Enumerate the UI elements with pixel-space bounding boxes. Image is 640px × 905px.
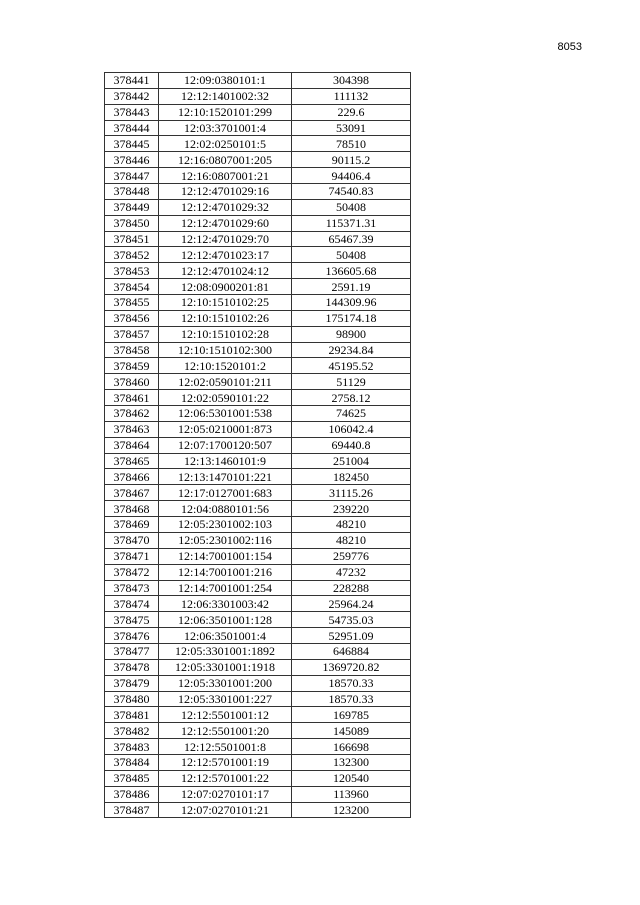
value-cell: 65467.39 xyxy=(292,231,411,247)
table-row xyxy=(105,421,411,437)
cadastral-number-cell: 12:12:5701001:22 xyxy=(159,770,292,786)
value-cell: 175174.18 xyxy=(292,310,411,326)
row-id-cell: 378448 xyxy=(105,184,159,200)
row-id-cell: 378486 xyxy=(105,786,159,802)
row-id-cell: 378476 xyxy=(105,628,159,644)
table-row xyxy=(105,279,411,295)
table-row xyxy=(105,184,411,200)
cadastral-number-cell: 12:07:0270101:17 xyxy=(159,786,292,802)
row-id-cell: 378487 xyxy=(105,802,159,818)
data-table xyxy=(104,72,411,818)
table-row xyxy=(105,453,411,469)
row-id-cell: 378450 xyxy=(105,215,159,231)
cadastral-number-cell: 12:16:0807001:21 xyxy=(159,168,292,184)
table-row xyxy=(105,786,411,802)
row-id-cell: 378473 xyxy=(105,580,159,596)
table-row xyxy=(105,295,411,311)
value-cell: 251004 xyxy=(292,453,411,469)
value-cell: 78510 xyxy=(292,136,411,152)
table-row xyxy=(105,215,411,231)
row-id-cell: 378460 xyxy=(105,374,159,390)
row-id-cell: 378480 xyxy=(105,691,159,707)
cadastral-number-cell: 12:13:1470101:221 xyxy=(159,469,292,485)
row-id-cell: 378470 xyxy=(105,532,159,548)
value-cell: 48210 xyxy=(292,532,411,548)
row-id-cell: 378443 xyxy=(105,104,159,120)
table-row xyxy=(105,73,411,89)
value-cell: 132300 xyxy=(292,754,411,770)
row-id-cell: 378441 xyxy=(105,73,159,89)
value-cell: 1369720.82 xyxy=(292,659,411,675)
value-cell: 646884 xyxy=(292,643,411,659)
row-id-cell: 378483 xyxy=(105,739,159,755)
table-row xyxy=(105,596,411,612)
value-cell: 25964.24 xyxy=(292,596,411,612)
table-row xyxy=(105,152,411,168)
table-row xyxy=(105,310,411,326)
cadastral-number-cell: 12:17:0127001:683 xyxy=(159,485,292,501)
cadastral-number-cell: 12:02:0590101:22 xyxy=(159,390,292,406)
table-row xyxy=(105,532,411,548)
table-row xyxy=(105,754,411,770)
table-row xyxy=(105,485,411,501)
value-cell: 169785 xyxy=(292,707,411,723)
row-id-cell: 378461 xyxy=(105,390,159,406)
cadastral-number-cell: 12:06:5301001:538 xyxy=(159,406,292,422)
row-id-cell: 378447 xyxy=(105,168,159,184)
table-row xyxy=(105,390,411,406)
cadastral-number-cell: 12:03:3701001:4 xyxy=(159,120,292,136)
table-row xyxy=(105,707,411,723)
table-row xyxy=(105,199,411,215)
table-row xyxy=(105,247,411,263)
table-row xyxy=(105,517,411,533)
row-id-cell: 378475 xyxy=(105,612,159,628)
value-cell: 166698 xyxy=(292,739,411,755)
row-id-cell: 378453 xyxy=(105,263,159,279)
cadastral-number-cell: 12:04:0880101:56 xyxy=(159,501,292,517)
table-row xyxy=(105,342,411,358)
row-id-cell: 378456 xyxy=(105,310,159,326)
value-cell: 98900 xyxy=(292,326,411,342)
value-cell: 18570.33 xyxy=(292,675,411,691)
cadastral-number-cell: 12:05:2301002:116 xyxy=(159,532,292,548)
cadastral-number-cell: 12:10:1510102:26 xyxy=(159,310,292,326)
row-id-cell: 378464 xyxy=(105,437,159,453)
cadastral-number-cell: 12:10:1520101:2 xyxy=(159,358,292,374)
cadastral-number-cell: 12:05:3301001:1892 xyxy=(159,643,292,659)
cadastral-number-cell: 12:12:4701029:32 xyxy=(159,199,292,215)
cadastral-number-cell: 12:12:5501001:8 xyxy=(159,739,292,755)
cadastral-number-cell: 12:06:3501001:128 xyxy=(159,612,292,628)
value-cell: 120540 xyxy=(292,770,411,786)
cadastral-number-cell: 12:05:0210001:873 xyxy=(159,421,292,437)
row-id-cell: 378481 xyxy=(105,707,159,723)
cadastral-number-cell: 12:12:5501001:20 xyxy=(159,723,292,739)
cadastral-number-cell: 12:05:3301001:1918 xyxy=(159,659,292,675)
table-row xyxy=(105,406,411,422)
row-id-cell: 378455 xyxy=(105,295,159,311)
table-row xyxy=(105,120,411,136)
table-row xyxy=(105,326,411,342)
cadastral-number-cell: 12:10:1510102:25 xyxy=(159,295,292,311)
cadastral-number-cell: 12:06:3301003:42 xyxy=(159,596,292,612)
row-id-cell: 378442 xyxy=(105,88,159,104)
value-cell: 69440.8 xyxy=(292,437,411,453)
row-id-cell: 378474 xyxy=(105,596,159,612)
value-cell: 94406.4 xyxy=(292,168,411,184)
value-cell: 53091 xyxy=(292,120,411,136)
cadastral-number-cell: 12:14:7001001:154 xyxy=(159,548,292,564)
row-id-cell: 378485 xyxy=(105,770,159,786)
row-id-cell: 378465 xyxy=(105,453,159,469)
row-id-cell: 378459 xyxy=(105,358,159,374)
table-row xyxy=(105,501,411,517)
value-cell: 115371.31 xyxy=(292,215,411,231)
value-cell: 304398 xyxy=(292,73,411,89)
table-row xyxy=(105,564,411,580)
table-row xyxy=(105,231,411,247)
cadastral-number-cell: 12:12:4701029:70 xyxy=(159,231,292,247)
value-cell: 111132 xyxy=(292,88,411,104)
value-cell: 259776 xyxy=(292,548,411,564)
table-row xyxy=(105,358,411,374)
table-row xyxy=(105,643,411,659)
row-id-cell: 378477 xyxy=(105,643,159,659)
value-cell: 45195.52 xyxy=(292,358,411,374)
table-body xyxy=(105,73,411,818)
value-cell: 229.6 xyxy=(292,104,411,120)
cadastral-number-cell: 12:05:2301002:103 xyxy=(159,517,292,533)
value-cell: 182450 xyxy=(292,469,411,485)
table-row xyxy=(105,675,411,691)
table-row xyxy=(105,739,411,755)
row-id-cell: 378484 xyxy=(105,754,159,770)
row-id-cell: 378444 xyxy=(105,120,159,136)
value-cell: 29234.84 xyxy=(292,342,411,358)
table-row xyxy=(105,802,411,818)
value-cell: 2758.12 xyxy=(292,390,411,406)
table-row xyxy=(105,104,411,120)
cadastral-number-cell: 12:13:1460101:9 xyxy=(159,453,292,469)
cadastral-number-cell: 12:12:4701029:60 xyxy=(159,215,292,231)
row-id-cell: 378467 xyxy=(105,485,159,501)
cadastral-number-cell: 12:05:3301001:200 xyxy=(159,675,292,691)
table-row xyxy=(105,580,411,596)
value-cell: 239220 xyxy=(292,501,411,517)
cadastral-number-cell: 12:14:7001001:216 xyxy=(159,564,292,580)
row-id-cell: 378468 xyxy=(105,501,159,517)
value-cell: 144309.96 xyxy=(292,295,411,311)
table-row xyxy=(105,612,411,628)
cadastral-number-cell: 12:12:4701023:17 xyxy=(159,247,292,263)
cadastral-number-cell: 12:14:7001001:254 xyxy=(159,580,292,596)
table-row xyxy=(105,548,411,564)
value-cell: 18570.33 xyxy=(292,691,411,707)
value-cell: 51129 xyxy=(292,374,411,390)
value-cell: 50408 xyxy=(292,247,411,263)
row-id-cell: 378445 xyxy=(105,136,159,152)
table-row xyxy=(105,659,411,675)
row-id-cell: 378446 xyxy=(105,152,159,168)
value-cell: 74540.83 xyxy=(292,184,411,200)
value-cell: 48210 xyxy=(292,517,411,533)
value-cell: 31115.26 xyxy=(292,485,411,501)
row-id-cell: 378449 xyxy=(105,199,159,215)
cadastral-number-cell: 12:07:0270101:21 xyxy=(159,802,292,818)
row-id-cell: 378471 xyxy=(105,548,159,564)
row-id-cell: 378469 xyxy=(105,517,159,533)
table-row xyxy=(105,691,411,707)
cadastral-number-cell: 12:12:4701024:12 xyxy=(159,263,292,279)
table-row xyxy=(105,136,411,152)
row-id-cell: 378466 xyxy=(105,469,159,485)
table-row xyxy=(105,723,411,739)
value-cell: 136605.68 xyxy=(292,263,411,279)
value-cell: 123200 xyxy=(292,802,411,818)
cadastral-number-cell: 12:05:3301001:227 xyxy=(159,691,292,707)
row-id-cell: 378482 xyxy=(105,723,159,739)
row-id-cell: 378454 xyxy=(105,279,159,295)
cadastral-number-cell: 12:12:5501001:12 xyxy=(159,707,292,723)
value-cell: 74625 xyxy=(292,406,411,422)
cadastral-number-cell: 12:02:0250101:5 xyxy=(159,136,292,152)
cadastral-number-cell: 12:10:1510102:28 xyxy=(159,326,292,342)
row-id-cell: 378479 xyxy=(105,675,159,691)
value-cell: 2591.19 xyxy=(292,279,411,295)
cadastral-number-cell: 12:10:1520101:299 xyxy=(159,104,292,120)
value-cell: 228288 xyxy=(292,580,411,596)
table-row xyxy=(105,437,411,453)
value-cell: 145089 xyxy=(292,723,411,739)
cadastral-number-cell: 12:08:0900201:81 xyxy=(159,279,292,295)
value-cell: 52951.09 xyxy=(292,628,411,644)
value-cell: 50408 xyxy=(292,199,411,215)
cadastral-number-cell: 12:12:4701029:16 xyxy=(159,184,292,200)
row-id-cell: 378457 xyxy=(105,326,159,342)
cadastral-number-cell: 12:12:1401002:32 xyxy=(159,88,292,104)
cadastral-number-cell: 12:16:0807001:205 xyxy=(159,152,292,168)
row-id-cell: 378458 xyxy=(105,342,159,358)
value-cell: 113960 xyxy=(292,786,411,802)
value-cell: 47232 xyxy=(292,564,411,580)
value-cell: 106042.4 xyxy=(292,421,411,437)
cadastral-number-cell: 12:06:3501001:4 xyxy=(159,628,292,644)
cadastral-number-cell: 12:12:5701001:19 xyxy=(159,754,292,770)
row-id-cell: 378463 xyxy=(105,421,159,437)
row-id-cell: 378451 xyxy=(105,231,159,247)
cadastral-number-cell: 12:07:1700120:507 xyxy=(159,437,292,453)
cadastral-number-cell: 12:09:0380101:1 xyxy=(159,73,292,89)
value-cell: 90115.2 xyxy=(292,152,411,168)
row-id-cell: 378478 xyxy=(105,659,159,675)
cadastral-number-cell: 12:10:1510102:300 xyxy=(159,342,292,358)
row-id-cell: 378452 xyxy=(105,247,159,263)
cadastral-number-cell: 12:02:0590101:211 xyxy=(159,374,292,390)
table-row xyxy=(105,628,411,644)
page-number: 8053 xyxy=(557,41,582,53)
table-row xyxy=(105,770,411,786)
row-id-cell: 378472 xyxy=(105,564,159,580)
table-row xyxy=(105,469,411,485)
table-row xyxy=(105,263,411,279)
row-id-cell: 378462 xyxy=(105,406,159,422)
table-row xyxy=(105,168,411,184)
value-cell: 54735.03 xyxy=(292,612,411,628)
table-row xyxy=(105,374,411,390)
table-row xyxy=(105,88,411,104)
